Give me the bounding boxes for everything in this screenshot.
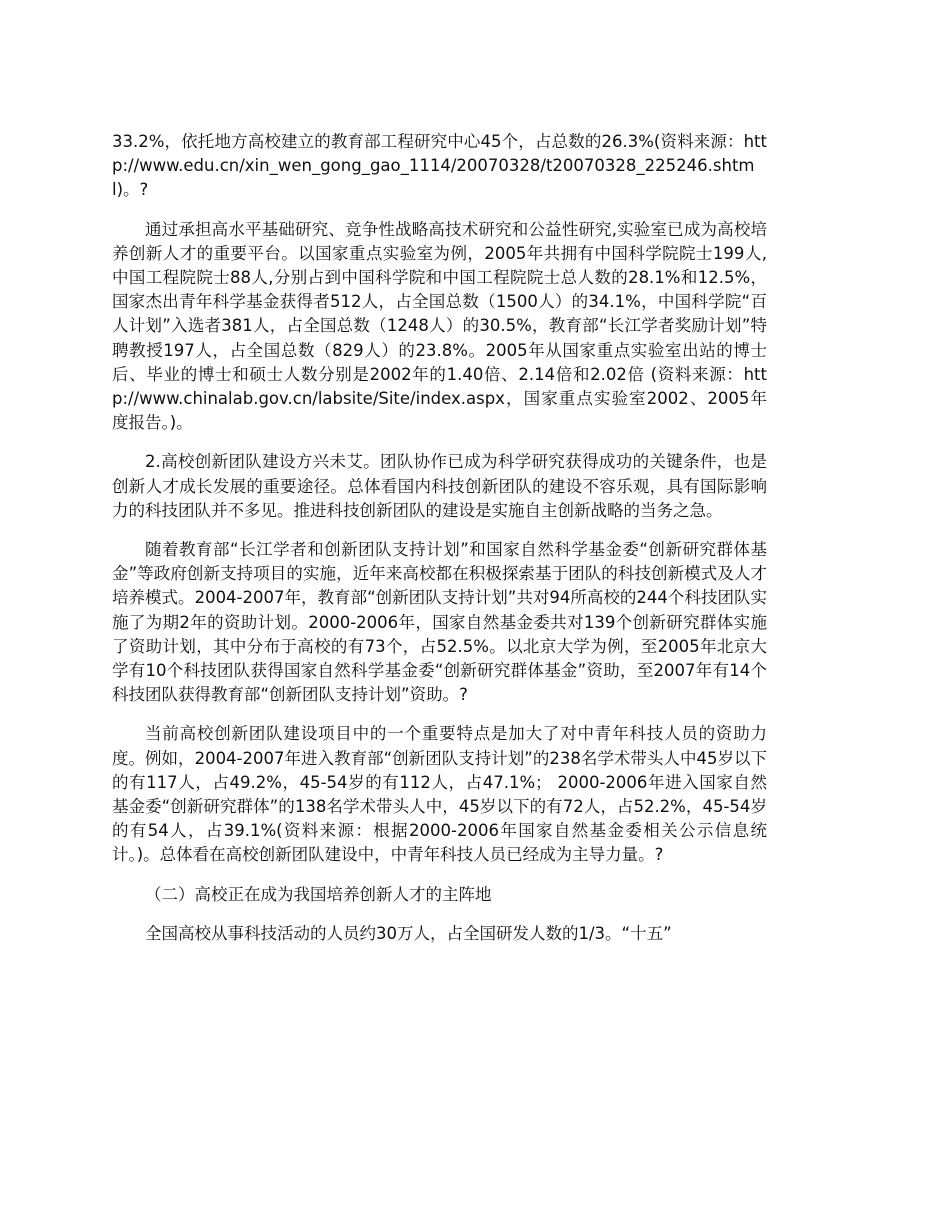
paragraph-innovation-teams: 2.高校创新团队建设方兴未艾。团队协作已成为科学研究获得成功的关键条件，也是创新人才成长发展的重要途径。总体看国内科技创新团队的建设不容乐观，具有国际影响力的科技团队并不多见。推进科技创新团队的建设是实施自主创新战略的当务之急。 — [112, 452, 767, 520]
document-body — [112, 130, 767, 961]
paragraph-national-key-labs: 通过承担高水平基础研究、竞争性战略高技术研究和公益性研究,实验室已成为高校培养创新人才的重要平台。以国家重点实验室为例，2005年共拥有中国科学院院士199人,中国工程院院士88人,分别占到中国科学院和中国工程院院士总人数的28.1%和12.5%，国家杰出青年科学基金获得者512人，占全国总数（1500人）的34.1%，中国科学院“百人计划”入选者381人，占全国总数（1248人）的30.5%，教育部“长江学者奖励计划”特聘教授197人，占全国总数（829人）的23.8%。2005年从国家重点实验室出站的博士后、毕业的博士和硕士人数分别是2002年的1.40倍、2.14倍和2.02倍 (资料来源：http://www.chinalab.gov.cn/labsite/Site/index.aspx，国家重点实验室2002、2005年度报告。)。 — [112, 219, 767, 433]
paragraph-young-researchers: 当前高校创新团队建设项目中的一个重要特点是加大了对中青年科技人员的资助力度。例如，2004-2007年进入教育部“创新团队支持计划”的238名学术带头人中45岁以下的有117人，占49.2%，45-54岁的有112人，占47.1%； 2000-2006年进入国家自然基金委“创新研究群体”的138名学术带头人中，45岁以下的有72人，占52.2%，45-54岁的有54人，占39.1%(资料来源：根据2000-2006年国家自然基金委相关公示信息统计。)。总体看在高校创新团队建设中，中青年科技人员已经成为主导力量。? — [112, 724, 767, 865]
section-heading: （二）高校正在成为我国培养创新人才的主阵地 — [145, 884, 492, 904]
paragraph-university-research-staff: 全国高校从事科技活动的人员约30万人，占全国研发人数的1/3。“十五” — [145, 923, 672, 943]
paragraph-research-center-stats: 33.2%，依托地方高校建立的教育部工程研究中心45个，占总数的26.3%(资料来源：http://www.edu.cn/xin_wen_gong_gao_1114/20070328/t20070328_225246.shtml)。? — [112, 132, 767, 200]
paragraph-team-support-programs: 随着教育部“长江学者和创新团队支持计划”和国家自然科学基金委“创新研究群体基金”等政府创新支持项目的实施，近年来高校都在积极探索基于团队的科技创新模式及人才培养模式。2004-2007年，教育部“创新团队支持计划”共对94所高校的244个科技团队实施了为期2年的资助计划。2000-2006年，国家自然基金委共对139个创新研究群体实施了资助计划，其中分布于高校的有73个，占52.5%。以北京大学为例，至2005年北京大学有10个科技团队获得国家自然科学基金委“创新研究群体基金”资助，至2007年有14个科技团队获得教育部“创新团队支持计划”资助。? — [112, 540, 767, 705]
